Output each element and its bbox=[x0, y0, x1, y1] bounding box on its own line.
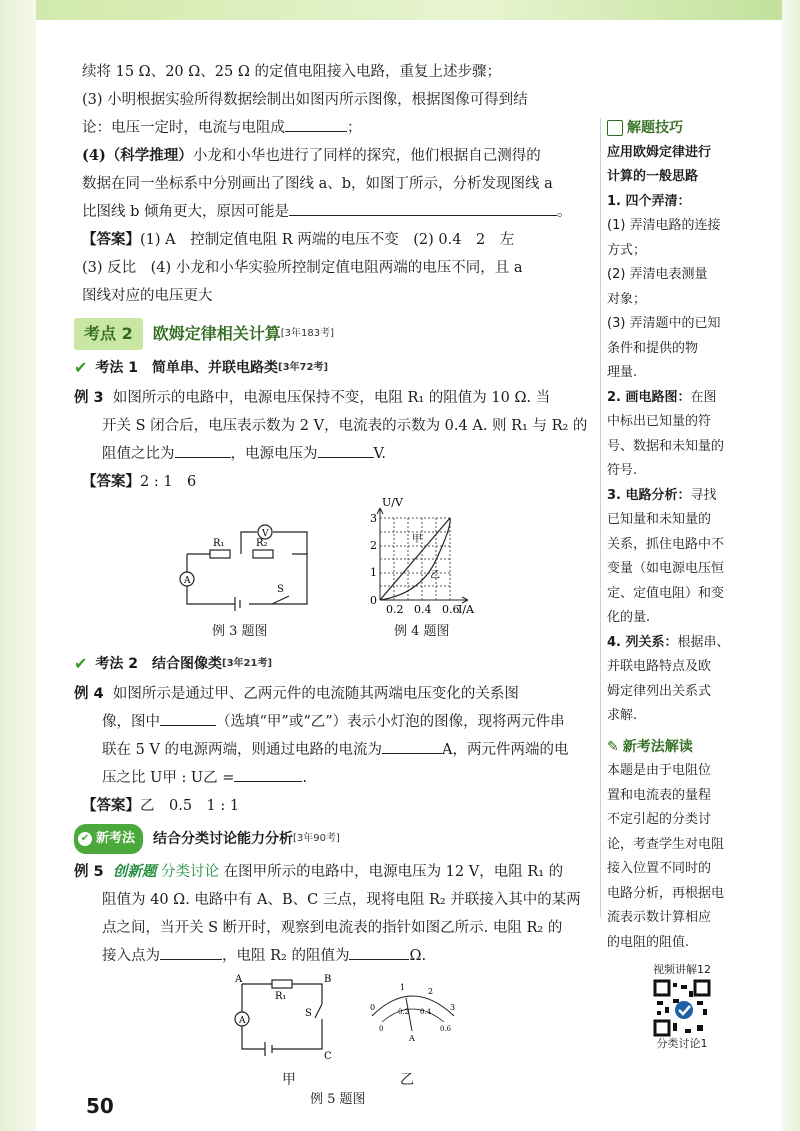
section-heading bbox=[74, 320, 592, 348]
column-divider bbox=[600, 118, 601, 918]
sidebar-heading: 解题技巧 bbox=[607, 116, 757, 141]
sidebar-text: 流表示数计算相应 bbox=[607, 910, 712, 925]
sidebar-text: 方式； bbox=[607, 242, 647, 258]
y-tick: 1 bbox=[370, 566, 377, 579]
answer-blank bbox=[285, 115, 347, 132]
x-tick: 0.6 bbox=[442, 603, 460, 616]
sidebar-text: 的电阻的阻值. bbox=[607, 934, 690, 950]
text-line: 例 3 如图所示的电路中，电源电压保持不变，电阻 R₁ 的阻值为 10 Ω. 当 bbox=[74, 390, 551, 406]
book-icon bbox=[607, 120, 623, 136]
sidebar-text: 本题是由于电阻位 bbox=[607, 763, 712, 778]
page-number: 50 bbox=[86, 1094, 114, 1118]
text-line: 像，图中 （选填“甲”或“乙”）表示小灯泡的图像，现将两元件串 bbox=[82, 708, 592, 736]
svg-text:0: 0 bbox=[379, 1025, 384, 1033]
answer-blank bbox=[160, 943, 222, 960]
video-label: 视频讲解12 bbox=[653, 963, 711, 976]
sidebar-text: 1. 四个弄清： bbox=[607, 193, 691, 209]
svg-text:S: S bbox=[305, 1008, 312, 1019]
sidebar-text: 4. 列关系：根据串、 bbox=[607, 634, 730, 650]
svg-text:R₁: R₁ bbox=[275, 991, 287, 1002]
check-icon: ✔ bbox=[74, 654, 88, 673]
answer-line: 【答案】乙 0.5 1 : 1 bbox=[82, 798, 240, 814]
x-tick: 0.2 bbox=[386, 603, 404, 616]
text-line: 阻值之比为 ，电源电压为 V. bbox=[82, 440, 592, 468]
answer-line: 图线对应的电压更大 bbox=[82, 288, 213, 304]
answer-line: (3) 反比 (4) 小龙和小华实验所控制定值电阻两端的电压不同，且 a bbox=[82, 260, 523, 276]
curve-label-yi: 乙 bbox=[430, 570, 440, 581]
sidebar-text: 论，考查学生对电阻 bbox=[607, 836, 725, 852]
pen-icon: ✎ bbox=[607, 738, 619, 755]
text-line: 续将 15 Ω、20 Ω、25 Ω 的定值电阻接入电路，重复上述步骤； bbox=[82, 64, 501, 80]
circuit-diagram-ex3 bbox=[177, 504, 317, 614]
svg-text:0.6: 0.6 bbox=[440, 1025, 452, 1033]
figure-caption: 例 5 题图 bbox=[310, 1092, 366, 1107]
sidebar-text: 符号. bbox=[607, 463, 638, 478]
new-method-heading: ✔ 新考法 结合分类讨论能力分析 [3年90考] bbox=[74, 824, 592, 854]
sidebar-text: 对象； bbox=[607, 291, 647, 307]
circuit-diagram-ex5 bbox=[227, 974, 347, 1064]
x-tick: 0.4 bbox=[414, 603, 432, 616]
svg-text:A: A bbox=[184, 576, 191, 586]
sidebar-text: 中标出已知量的符 bbox=[607, 414, 712, 429]
sidebar-text: 定、定值电阻）和变 bbox=[607, 585, 725, 601]
svg-text:1: 1 bbox=[400, 983, 406, 992]
subfigure-label: 甲 bbox=[282, 1072, 296, 1088]
text-line: 压之比 U甲 : U乙 = . bbox=[82, 764, 592, 792]
answer-blank bbox=[382, 737, 442, 754]
svg-text:S: S bbox=[277, 584, 284, 595]
sidebar-text: 并联电路特点及欧 bbox=[607, 659, 712, 674]
svg-text:0.2: 0.2 bbox=[398, 1008, 410, 1016]
svg-text:A: A bbox=[235, 974, 243, 985]
svg-text:0: 0 bbox=[370, 1003, 376, 1012]
answer-line: 【答案】(1) A 控制定值电阻 R 两端的电压不变 (2) 0.4 2 左 bbox=[82, 232, 515, 248]
sidebar-heading: ✎ 新考法解读 bbox=[607, 735, 757, 760]
svg-text:R₁: R₁ bbox=[213, 538, 225, 549]
graph-ex4 bbox=[350, 494, 490, 619]
text-line: 联在 5 V 的电源两端，则通过电路的电流为 A，两元件两端的电 bbox=[82, 736, 592, 764]
left-page-edge bbox=[0, 0, 36, 1131]
sidebar-text: 号、数据和未知量的 bbox=[607, 438, 725, 454]
sidebar-text: 变量（如电源电压恒 bbox=[607, 561, 725, 576]
sidebar-text: 应用欧姆定律进行 bbox=[607, 144, 712, 160]
svg-text:3: 3 bbox=[450, 1003, 456, 1012]
sidebar-text: (1) 弄清电路的连接 bbox=[607, 218, 721, 233]
answer-blank bbox=[318, 441, 374, 458]
sidebar-text: 置和电流表的量程 bbox=[607, 787, 712, 803]
answer-blank bbox=[234, 765, 302, 782]
y-tick: 3 bbox=[370, 512, 377, 525]
kaofa-heading: ✔ 考法 1 简单串、并联电路类 [3年72考] bbox=[74, 354, 592, 382]
sidebar-text: 关系，抓住电路中不 bbox=[607, 536, 725, 552]
y-axis-label: U/V bbox=[382, 496, 403, 509]
svg-text:A: A bbox=[409, 1034, 415, 1043]
new-method-tag: ✔ 新考法 bbox=[74, 824, 143, 854]
figures-row bbox=[82, 496, 592, 646]
kaofa-heading: ✔ 考法 2 结合图像类 [3年21考] bbox=[74, 650, 592, 678]
sidebar-text: 电路分析，再根据电 bbox=[607, 885, 725, 901]
answer-blank bbox=[349, 943, 409, 960]
svg-text:0.4: 0.4 bbox=[420, 1008, 432, 1016]
exam-count: [3年183考] bbox=[280, 328, 334, 339]
text-line: 接入点为 ，电阻 R₂ 的阻值为 Ω. bbox=[82, 942, 592, 970]
sidebar-text: 姆定律列出关系式 bbox=[607, 683, 712, 699]
answer-blank bbox=[160, 709, 216, 726]
top-decor-bar bbox=[0, 0, 800, 20]
text-line: (3) 小明根据实验所得数据绘制出如图丙所示图像，根据图像可得到结 bbox=[82, 92, 528, 108]
y-tick: 2 bbox=[370, 539, 377, 552]
text-line: 开关 S 闭合后，电压表示数为 2 V，电流表的示数为 0.4 A. 则 R₁ 与 R₂ 的 bbox=[102, 418, 588, 434]
text-line: 阻值为 40 Ω. 电路中有 A、B、C 三点，现将电阻 R₂ 并联接入其中的某两 bbox=[102, 892, 581, 908]
sidebar-text: 化的量. bbox=[607, 610, 651, 625]
sidebar-text: 已知量和未知量的 bbox=[607, 512, 712, 527]
answer-blank bbox=[289, 199, 557, 216]
check-badge-icon: ✔ bbox=[78, 832, 92, 846]
svg-text:B: B bbox=[324, 974, 332, 985]
subfigure-label: 乙 bbox=[400, 1072, 414, 1088]
text-line: 例 4 如图所示是通过甲、乙两元件的电流随其两端电压变化的关系图 bbox=[74, 686, 519, 702]
y-tick: 0 bbox=[370, 594, 377, 607]
text-line: 论：电压一定时，电流与电阻成 ； bbox=[82, 114, 592, 142]
sidebar-text: 3. 电路分析：寻找 bbox=[607, 487, 717, 503]
right-page-edge bbox=[782, 0, 800, 1131]
text-line: 比图线 b 倾角更大，原因可能是 。 bbox=[82, 198, 592, 226]
text-line: (4)（科学推理）小龙和小华也进行了同样的探究，他们根据自己测得的 bbox=[82, 147, 541, 164]
qr-caption: 分类讨论1 bbox=[656, 1037, 708, 1050]
sidebar-text: 不定引起的分类讨 bbox=[607, 812, 712, 827]
svg-text:R₂: R₂ bbox=[256, 538, 268, 549]
svg-text:C: C bbox=[324, 1051, 332, 1062]
sidebar-text: 接入位置不同时的 bbox=[607, 861, 712, 876]
svg-text:2: 2 bbox=[428, 987, 434, 996]
sidebar bbox=[607, 116, 757, 1051]
answer-line: 【答案】2 : 1 6 bbox=[82, 474, 197, 490]
svg-text:V: V bbox=[262, 529, 269, 539]
x-axis-label: I/A bbox=[458, 603, 474, 616]
svg-text:A: A bbox=[239, 1016, 246, 1026]
kaodian-title: 欧姆定律相关计算 bbox=[152, 324, 281, 343]
kaodian-tag: 考点 2 bbox=[74, 318, 143, 350]
sidebar-text: 计算的一般思路 bbox=[607, 169, 699, 184]
sidebar-text: (3) 弄清题中的已知 bbox=[607, 316, 721, 331]
figure-caption: 例 4 题图 bbox=[394, 624, 450, 639]
figure-caption: 例 3 题图 bbox=[212, 624, 268, 639]
sidebar-text: 求解. bbox=[607, 708, 638, 723]
check-icon: ✔ bbox=[74, 358, 88, 377]
curve-label-jia: 甲 bbox=[412, 534, 422, 545]
answer-blank bbox=[175, 441, 231, 458]
sidebar-text: 条件和提供的物 bbox=[607, 340, 699, 356]
text-line: 点之间，当开关 S 断开时，观察到电流表的指针如图乙所示. 电阻 R₂ 的 bbox=[102, 920, 563, 936]
sidebar-text: 理量. bbox=[607, 365, 638, 380]
sidebar-text: (2) 弄清电表测量 bbox=[607, 267, 708, 282]
text-line: 例 5 创新题 分类讨论 在图甲所示的电路中，电源电压为 12 V，电阻 R₁ 的 bbox=[74, 864, 564, 880]
ammeter-dial-ex5 bbox=[362, 976, 462, 1046]
text-line: 数据在同一坐标系中分别画出了图线 a、b，如图丁所示，分析发现图线 a bbox=[82, 176, 553, 192]
sidebar-text: 2. 画电路图：在图 bbox=[607, 389, 717, 405]
qr-code-icon[interactable] bbox=[653, 979, 711, 1037]
